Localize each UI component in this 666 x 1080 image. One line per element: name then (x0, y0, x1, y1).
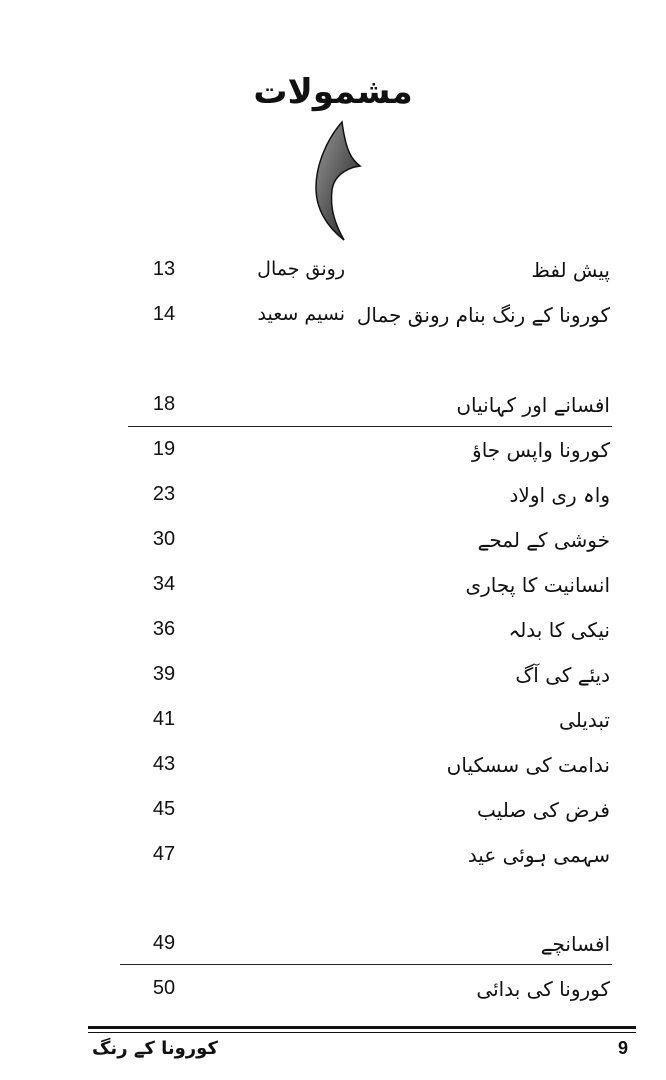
section-divider (120, 964, 612, 965)
entry-title: انسانیت کا پجاری (465, 573, 610, 597)
toc-row[interactable] (0, 663, 666, 703)
entry-title: پیش لفظ (531, 258, 610, 282)
entry-title: کورونا کی بدائی (476, 977, 610, 1001)
section-page: 49 (152, 932, 176, 954)
entry-page: 14 (152, 303, 176, 325)
entry-page: 30 (152, 528, 176, 550)
entry-title: واہ ری اولاد (509, 483, 610, 507)
entry-title: دیئے کی آگ (515, 663, 610, 687)
section-divider (128, 426, 612, 427)
entry-page: 13 (152, 258, 176, 280)
footer-rule (88, 1026, 636, 1029)
entry-title: کورونا واپس جاؤ (472, 438, 610, 462)
toc-row[interactable] (0, 708, 666, 748)
toc-row[interactable] (0, 798, 666, 838)
page-title: مشمولات (253, 72, 413, 112)
toc-row[interactable] (0, 843, 666, 883)
toc-row[interactable] (0, 438, 666, 478)
entry-page: 43 (152, 753, 176, 775)
entry-page: 47 (152, 843, 176, 865)
footer-rule (88, 1032, 636, 1033)
section-title: افسانے اور کہانیاں (456, 393, 610, 417)
entry-page: 45 (152, 798, 176, 820)
entry-page: 41 (152, 708, 176, 730)
entry-page: 23 (152, 483, 176, 505)
entry-title: کورونا کے رنگ بنام رونق جمال (356, 303, 610, 327)
toc-row[interactable] (0, 483, 666, 523)
section-title: افسانچے (540, 932, 610, 956)
section-heading-row[interactable] (0, 932, 666, 972)
toc-row[interactable] (0, 303, 666, 343)
entry-page: 39 (152, 663, 176, 685)
entry-title: سہمی ہوئی عید (467, 843, 610, 867)
toc-row[interactable] (0, 528, 666, 568)
toc-row[interactable] (0, 753, 666, 793)
footer-page-number: 9 (618, 1038, 629, 1058)
toc-row[interactable] (0, 258, 666, 298)
entry-page: 34 (152, 573, 176, 595)
entry-page: 36 (152, 618, 176, 640)
entry-title: فرض کی صلیب (477, 798, 610, 822)
toc-row[interactable] (0, 573, 666, 613)
entry-title: تبدیلی (559, 708, 610, 732)
section-heading-row[interactable] (0, 393, 666, 433)
entry-page: 50 (152, 977, 176, 999)
entry-author: رونق جمال (257, 258, 345, 280)
entry-title: نیکی کا بدلہ (508, 618, 610, 642)
entry-author: نسیم سعید (257, 303, 345, 325)
entry-title: خوشی کے لمحے (477, 528, 610, 552)
ornament-icon (308, 118, 368, 243)
entry-page: 19 (152, 438, 176, 460)
entry-title: ندامت کی سسکیاں (446, 753, 610, 777)
footer-book-title: کورونا کے رنگ (92, 1038, 218, 1059)
toc-row[interactable] (0, 618, 666, 658)
section-page: 18 (152, 393, 176, 415)
toc-row[interactable] (0, 977, 666, 1017)
